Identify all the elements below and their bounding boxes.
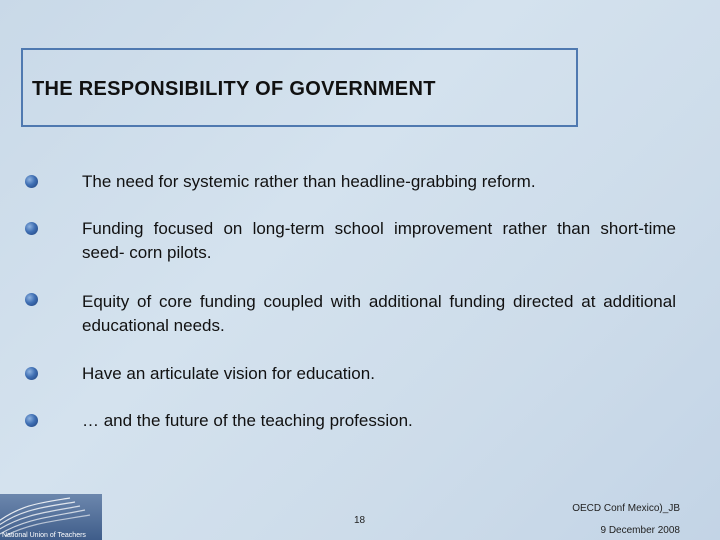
bullet-icon — [25, 414, 38, 427]
footer-info — [560, 501, 680, 538]
bullet-icon — [25, 222, 38, 235]
conference-label: OECD Conf Mexico)_JB — [572, 503, 680, 514]
bullet-icon — [25, 175, 38, 188]
bullet-icon — [25, 367, 38, 380]
bullet-text: Equity of core funding coupled with additional funding directed at additional educational needs. — [82, 292, 676, 335]
bullet-icon — [25, 293, 38, 306]
page-number: 18 — [354, 515, 366, 526]
bullet-text: Funding focused on long-term school improvement rather than short-time seed- corn pilots. — [82, 219, 676, 262]
logo-text: National Union of Teachers — [2, 532, 86, 539]
bullet-text: The need for systemic rather than headline-grabbing reform. — [82, 172, 536, 191]
bullet-text: … and the future of the teaching profession. — [82, 411, 413, 430]
slide-title: THE RESPONSIBILITY OF GOVERNMENT — [32, 78, 436, 100]
bullet-text: Have an articulate vision for education. — [82, 364, 375, 383]
national-union-of-teachers-logo — [0, 494, 102, 540]
footer-date: 9 December 2008 — [600, 525, 680, 536]
